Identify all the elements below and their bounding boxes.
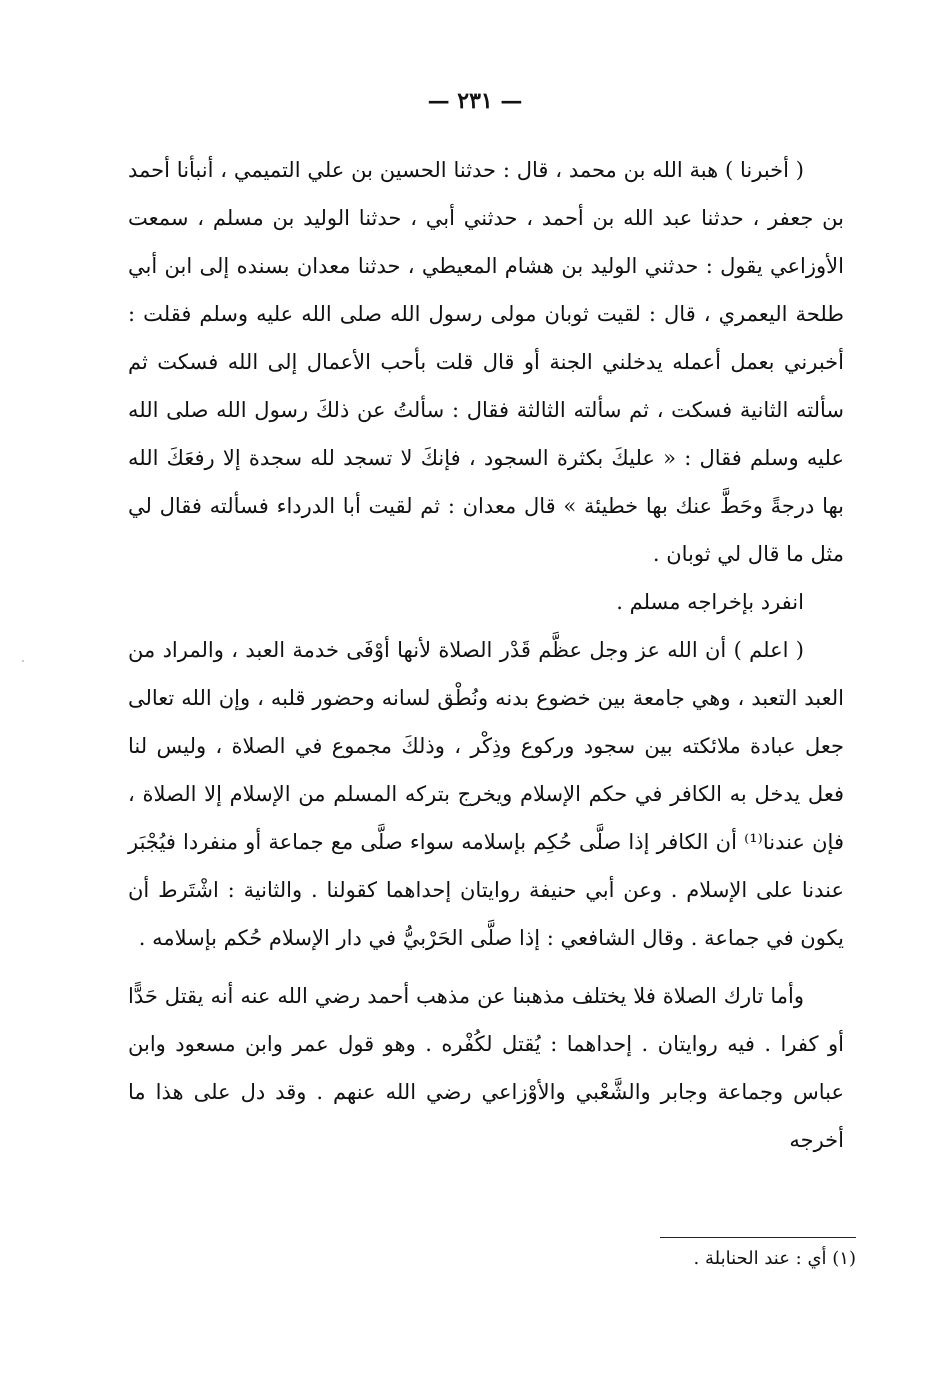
main-text bbox=[128, 146, 844, 1164]
footnote-divider bbox=[660, 1237, 856, 1238]
paragraph-abandoning-prayer: وأما تارك الصلاة فلا يختلف مذهبنا عن مذهب أحمد رضي الله عنه أنه يقتل حَدًّا أو كفرا . فيه روايتان . إحداهما : يُقتل لكُفْره . وهو قول عمر وابن مسعود وابن عباس وجماعة وجابر والشَّعْبي والأوْزاعي رضي الله عنهم . وقد دل على هذا ما أخرجه bbox=[128, 984, 844, 1152]
paragraph-source-note: انفرد بإخراجه مسلم . bbox=[616, 590, 804, 614]
scan-speck bbox=[22, 660, 24, 662]
footnote: (١) أي : عند الحنابلة . bbox=[693, 1248, 856, 1269]
paragraph-hadith: ( أخبرنا ) هبة الله بن محمد ، قال : حدثنا الحسين بن علي التميمي ، أنبأنا أحمد بن جعفر ، حدثنا عبد الله بن أحمد ، حدثني أبي ، حدثنا الوليد بن مسلم ، سمعت الأوزاعي يقول : حدثني الوليد بن هشام المعيطي ، حدثنا معدان بسنده إلى ابن أبي طلحة اليعمري ، قال : لقيت ثوبان مولى رسول الله صلى الله عليه وسلم فقلت : أخبرني بعمل أعمله يدخلني الجنة أو قال قلت بأحب الأعمال إلى الله فسكت ثم سألته الثانية فسكت ، ثم سألته الثالثة فقال : سألتُ عن ذلكَ رسول الله صلى الله عليه وسلم فقال : « عليكَ بكثرة السجود ، فإنكَ لا تسجد لله سجدة إلا رفعَكَ الله بها درجةً وحَطَّ عنك بها خطيئة » قال معدان : ثم لقيت أبا الدرداء فسألته فقال لي مثل ما قال لي ثوبان . bbox=[128, 158, 844, 566]
paragraph-prayer-status: ( اعلم ) أن الله عز وجل عظَّم قَدْر الصلاة لأنها أوْفَى خدمة العبد ، والمراد من العبد التعبد ، وهي جامعة بين خضوع بدنه ونُطْق لسانه وحضور قلبه ، وإن الله تعالى جعل عبادة ملائكته بين سجود وركوع وذِكْر ، وذلكَ مجموع في الصلاة ، وليس لنا فعل يدخل به الكافر في حكم الإسلام ويخرج بتركه المسلم من الإسلام إلا الصلاة ، فإن عندنا⁽¹⁾ أن الكافر إذا صلَّى حُكِم بإسلامه سواء صلَّى مع جماعة أو منفردا فيُجْبَر عندنا على الإسلام . وعن أبي حنيفة روايتان إحداهما كقولنا . والثانية : اشْتَرط أن يكون في جماعة . وقال الشافعي : إذا صلَّى الحَرْبيُّ في دار الإسلام حُكم بإسلامه . bbox=[128, 638, 844, 950]
page-number: — ٢٣١ — bbox=[427, 88, 523, 114]
